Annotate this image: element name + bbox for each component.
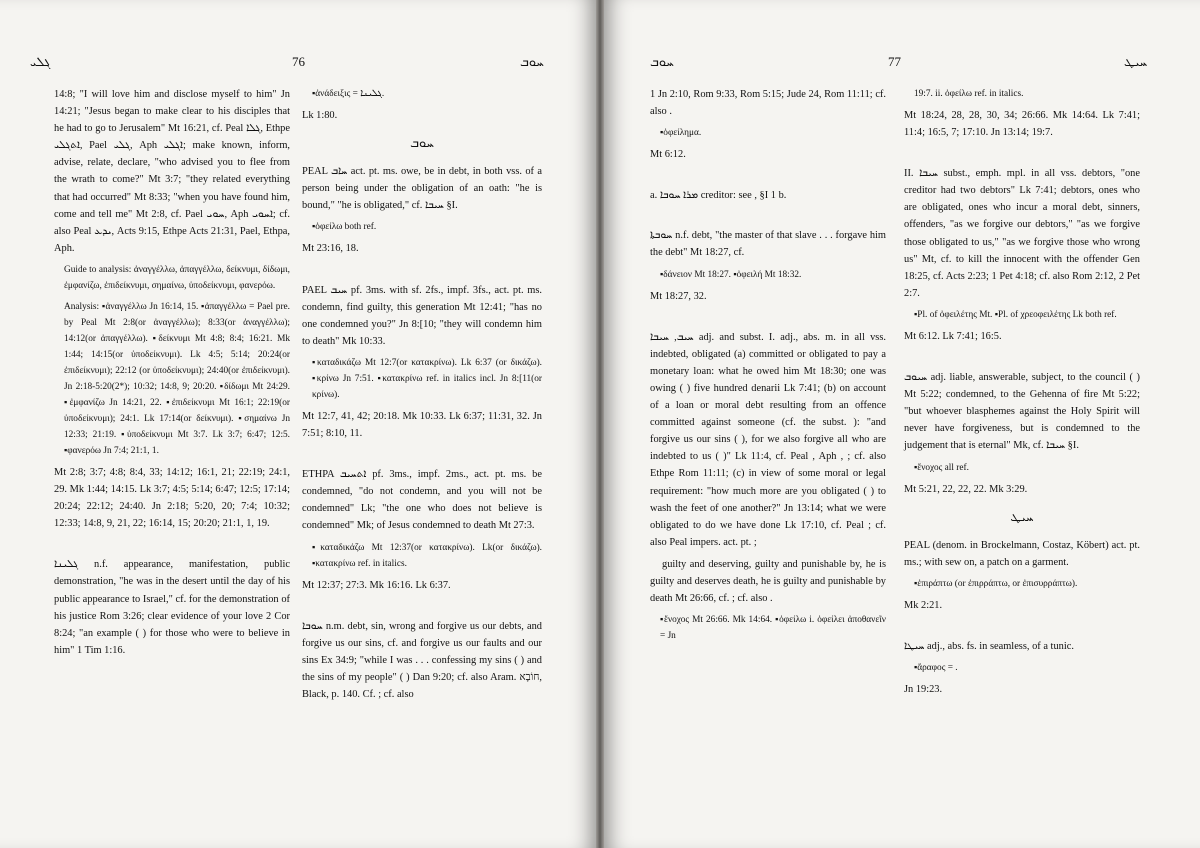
- greek-equivalent: ▪ὀφείλω both ref.: [312, 222, 377, 233]
- reference-list: Mt 18:27, 32.: [650, 290, 707, 302]
- guide-to-analysis: Guide to analysis: ἀναγγέλλω, ἀπαγγέλλω, δείκνυμι, δίδωμι, ἐμφανίζω, ἐπιδείκνυμι, σημαίνω, ὑποδείκνυμι, φανερόω.: [64, 264, 290, 291]
- root-heading: ܚܘܒ: [410, 135, 434, 151]
- reference-list: Mt 12:37; 27:3. Mk 16:16. Lk 6:37.: [302, 579, 451, 591]
- reference-list: Lk 1:80.: [302, 110, 338, 121]
- right-column-2: [904, 86, 1140, 704]
- right-page: [604, 0, 1200, 848]
- entry-text: ETHPA ܐܬܚܝܒ pf. 3ms., impf. 2ms., act. pt. ms. be condemned, "do not condemn, and you will not be condemned" Lk; "the one who does not believe is condemned" Mk; of Jesus condemned to death Mt 27:3.: [302, 469, 542, 532]
- reference-list: Mt 6:12. Lk 7:41; 16:5.: [904, 330, 1002, 342]
- reference-list: Mt 6:12.: [650, 149, 686, 161]
- entry-text: II. ܚܝܒܐ subst., emph. mpl. in all vss. debtors, "one creditor had two debtors" Lk 7:41; debtors, ones who are obligated, ones who incur a moral debt, sinners, offenders, "as we forgive our debtors," "as we forgive those obligated to us," "as we forgive those who wrong us" Mt, cf. to kill the innocent with the offender Gen 18:25, cf. Acts 2:23; 1 Pet 4:18; cf. also Rom 2:12, 2 Pet 2:7.: [904, 168, 1140, 299]
- reference-list: Jn 19:23.: [904, 684, 943, 696]
- reference-list: Mt 18:24, 28, 28, 30, 34; 26:66. Mk 14:64. Lk 7:41; 11:4; 16:5, 7; 17:10. Jn 13:14; 19:7.: [904, 110, 1140, 139]
- reference-list: Mt 5:21, 22, 22, 22. Mk 3:29.: [904, 483, 1028, 495]
- left-column-1: [54, 86, 290, 664]
- entry-text: ܚܝܒ, ܚܝܒܐ adj. and subst. I. adj., abs. m. in all vss. indebted, obligated (a) committed or obligated to pay a monetary loan: what he owed him Mt 18:30; one was owing ( ) five hundred denarii Lk 7:41; (b) on account of a loan or moral debt resulting from an offence committed against someone (cf. the subst. ): "and forgive us our sins ( ), for we also forgive all who are indebted to us ( )" Lk 11:4, cf. Peal , Aph , ; cf. also Ethpe Rom 11:11; (c) in view of some moral or legal requirement: "how much more are you obligated ( ) to wash the feet of one another?" Jn 13:14; what we were obligated to do we have done Lk 17:10, cf. Peal ; cf. also Peal impers. act. pt. ;: [650, 331, 886, 548]
- reference-list: Mk 2:21.: [904, 599, 943, 611]
- entry-text: a. ܡܪܐ ܚܘܒܐ creditor: see , §I 1 b.: [650, 190, 787, 202]
- entry-text: 14:8; "I will love him and disclose myself to him" Jn 14:21; "Jesus began to make clear to his disciples that he had to go to Jerusalem" Mt 16:21, cf. Peal ܓܠܐ, Ethpe ܐܬܓܠܝ, Pael ܓܠܝ, Aph ܐܓܠܝ; make known, inform, advise, relate, declare, "who advised you to flee from the wrath to come?" Mt 3:7; "they related everything that had occurred" Mt 8:33; "when you have found him, come and tell me" Mt 2:8, cf. Pael ܚܘܝ, Aph ܐܚܘܝ; cf. also Peal ܝܕܥ, Acts 9:15, Ethpe Acts 21:31, Pael, Ethpa, Aph.: [54, 89, 290, 254]
- book-gutter: [596, 0, 604, 848]
- greek-equivalent: ▪δάνειον Mt 18:27. ▪ὀφειλή Mt 18:32.: [660, 269, 802, 280]
- greek-equivalent: 19:7. ii. ὀφείλω ref. in italics.: [914, 89, 1024, 99]
- entry-text: PEAL ܚܐܒ act. pt. ms. owe, be in debt, in both vss. of a person being under the obligation of an oath: "he is bound," "he is obligated," cf. ܚܝܒܐ §I.: [302, 166, 542, 212]
- greek-equivalent: ▪ἔνοχος Mt 26:66. Mk 14:64. ▪ὀφείλω i. ὀφείλει ἀποθανεῖν = Jn: [660, 615, 886, 642]
- entry-text: guilty and deserving, guilty and punishable by, he is guilty and deserves death, he is guilty and punishable by death Mt 26:66, cf. ; cf. also .: [650, 558, 886, 605]
- entry-text: ܚܘܒܐ n.m. debt, sin, wrong and forgive us our debts, and forgive us our sins, cf. and forgive us our faults and our sins Ex 34:9; "while I was . . . confessing my sins ( ) and the sins of my people" ( ) Dan 9:20; cf. also Aram. חוֹבָא, Black, p. 140. Cf. ; cf. also: [302, 620, 542, 700]
- entry-text: 1 Jn 2:10, Rom 9:33, Rom 5:15; Jude 24, Rom 11:11; cf. also .: [650, 89, 886, 118]
- entry-text: ܚܝܘܒ adj. liable, answerable, subject, to the council ( ) Mt 5:22; condemned, to the Gehenna of fire Mt 5:22; "but whoever blasphemes against the Holy Spirit will never have forgiveness, but is condemned to the judgement that is eternal" Mk, cf. ܚܝܒܐ §I.: [904, 372, 1140, 452]
- greek-equivalent: ▪ἀνάδειξις = ܓܠܝܢܐ.: [312, 89, 385, 99]
- reference-list: Mt 2:8; 3:7; 4:8; 8:4, 33; 14:12; 16:1, 21; 22:19; 24:1, 29. Mk 1:44; 14:15. Lk 3:7; 4:5; 5:14; 6:47; 12:5; 17:14; 20:24; 22:12; 24:40. Jn 2:18; 5:20, 20; 7:4; 10:32; 12:33; 14:8, 9, 21, 22; 16:14, 15; 20:20; 21:1, 1, 19.: [54, 466, 290, 530]
- greek-equivalent: ▪ὀφείλημα.: [660, 128, 702, 139]
- greek-equivalent: ▪ἄραφος = .: [914, 663, 958, 674]
- reference-list: Mt 12:7, 41, 42; 20:18. Mk 10:33. Lk 6:37; 11:31, 32. Jn 7:51; 8:10, 11.: [302, 410, 542, 440]
- entry-text: ܚܘܒܬܐ n.f. debt, "the master of that slave . . . forgave him the debt" Mt 18:27, cf.: [650, 230, 886, 259]
- left-page: [0, 0, 596, 848]
- right-column-1: [650, 86, 886, 649]
- greek-equivalent: ▪Pl. of ὀφειλέτης Mt. ▪Pl. of χρεοφειλέτης Lk both ref.: [914, 309, 1117, 320]
- running-head-left: ܚܘܒ: [650, 54, 674, 69]
- page-number: 76: [292, 54, 305, 69]
- entry-text: ܓܠܝܢܐ n.f. appearance, manifestation, public demonstration, "he was in the desert until the day of his public appearance to Israel," cf. for the demonstration of his justice Rom 3:26; clear evidence of your love 2 Cor 8:24; "an example ( ) for those who were to believe in him" 1 Tim 1:16.: [54, 559, 290, 656]
- reference-list: Mt 23:16, 18.: [302, 243, 359, 255]
- running-head-left: ܓܠܝ: [30, 54, 51, 69]
- greek-equivalent: ▪καταδικάζω Mt 12:7(or κατακρίνω). Lk 6:37 (or δικάζω). ▪κρίνω Jn 7:51. ▪κατακρίνω ref. in italics incl. Jn 8:[11(or κρίνω).: [312, 357, 542, 400]
- greek-equivalent: ▪καταδικάζω Mt 12:37(or κατακρίνω). Lk(or δικάζω). ▪κατακρίνω ref. in italics.: [312, 542, 542, 569]
- root-heading: ܚܝܛ: [1010, 508, 1034, 524]
- analysis: Analysis: ▪ἀναγγέλλω Jn 16:14, 15. ▪ἀπαγγέλλω = Pael pre. by Peal Mt 2:8(or ἀναγγέλλω); 8:33(or ἀναγγέλλω); 14:12(or ἀπαγγέλλω). ▪δείκνυμι Mt 4:8; 8:4; 16:21. Mk 1:44; 14:15(or ὑποδείκνυμι). Lk 4:5; 5:14; 20:24(or ἐπιδείκνυμι); 22:12 (or ὑποδείκνυμι); 24:40(or ἐπιδείκνυμι). Jn 2:18-5:20(2*); 10:32; 14:8, 9; 20:20. ▪δίδωμι Mt 24:29. ▪ἐμφανίζω Jn 14:21, 22. ▪ἐπιδείκνυμι Mt 16:1; 22:19(or ὑποδείκνυμι); 24:1. Lk 17:14(or δείκνυμι). ▪σημαίνω Jn 12:33; 21:19. ▪ὑποδείκνυμι Mt 3:7. Lk 3:7; 6:47; 12:5. ▪φανερόω Jn 7:4; 21:1, 1.: [64, 301, 290, 456]
- entry-text: ܚܝܛܐ adj., abs. fs. in seamless, of a tunic.: [904, 640, 1074, 652]
- greek-equivalent: ▪ἐπιράπτω (or ἐπιρράπτω, or ἐπισυρράπτω).: [914, 578, 1078, 589]
- entry-text: PEAL (denom. in Brockelmann, Costaz, Köbert) act. pt. ms.; with sew on, a patch on a garment.: [904, 539, 1140, 568]
- entry-text: PAEL ܚܝܒ pf. 3ms. with sf. 2fs., impf. 3fs., act. pt. ms. condemn, find guilty, this generation Mt 12:41; "has no one condemned you?" Jn 8:[10; "they will condemn him to death" Mk 10:33.: [302, 284, 542, 347]
- greek-equivalent: ▪ἔνοχος all ref.: [914, 462, 969, 473]
- running-head-right: ܚܘܒ: [520, 54, 544, 69]
- left-column-2: [302, 86, 542, 708]
- page-number: 77: [888, 54, 901, 69]
- running-head-right: ܚܝܛ: [1124, 54, 1148, 69]
